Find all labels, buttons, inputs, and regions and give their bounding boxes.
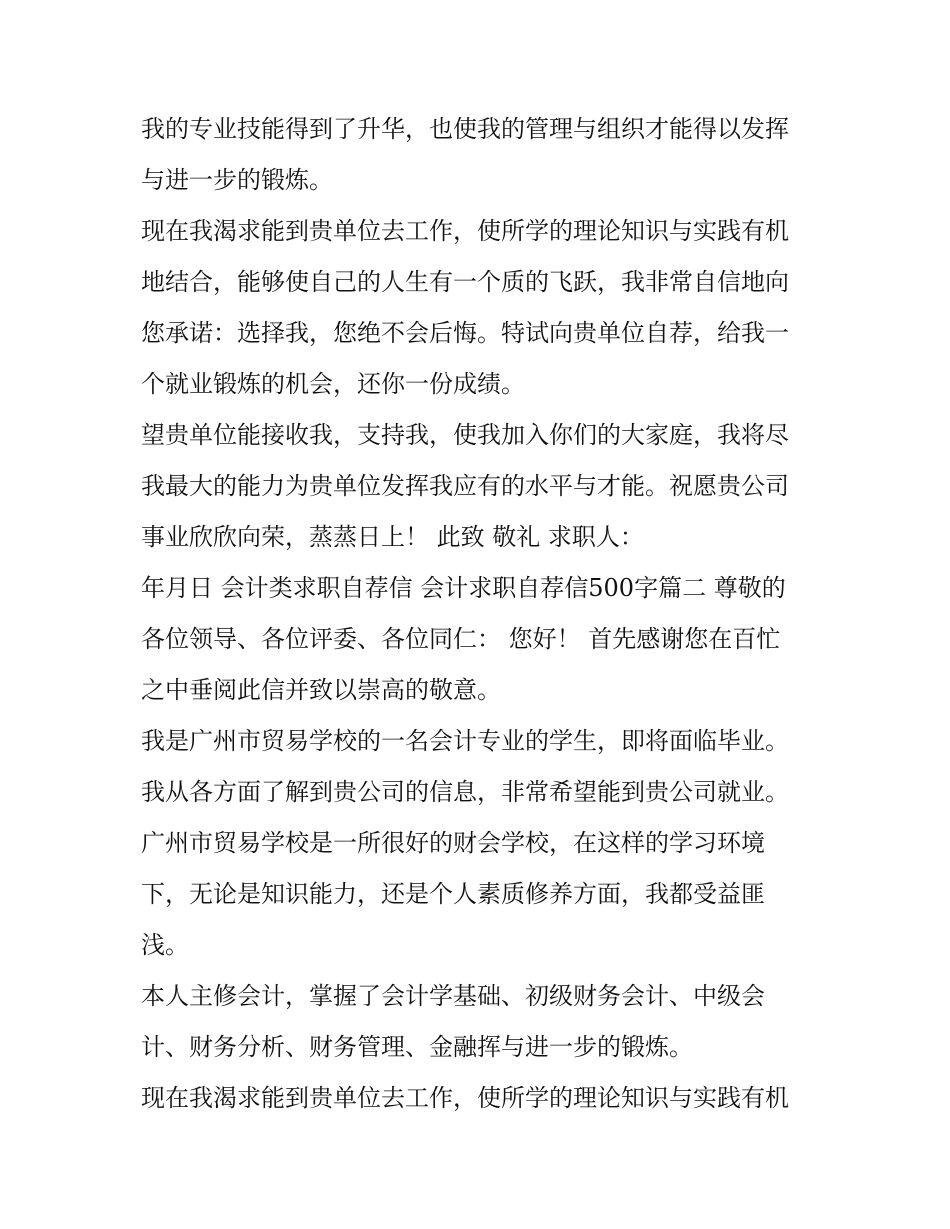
text-line: 计、财务分析、财务管理、金融挥与进一步的锻炼。 <box>141 1033 693 1061</box>
text-line: 与进一步的锻炼。 <box>141 166 333 194</box>
text-line: 现在我渴求能到贵单位去工作，使所学的理论知识与实践有机 <box>141 217 789 245</box>
text-line: 个就业锻炼的机会，还你一份成绩。 <box>141 370 525 398</box>
text-line: 我从各方面了解到贵公司的信息，非常希望能到贵公司就业。 <box>141 778 789 806</box>
text-line: 现在我渴求能到贵单位去工作，使所学的理论知识与实践有机 <box>141 1084 789 1112</box>
text-line: 各位领导、各位评委、各位同仁： 您好！ 首先感谢您在百忙 <box>141 625 781 653</box>
text-line: 之中垂阅此信并致以崇高的敬意。 <box>141 676 501 704</box>
text-line: 下，无论是知识能力，还是个人素质修养方面，我都受益匪 <box>141 880 765 908</box>
text-line: 本人主修会计，掌握了会计学基础、初级财务会计、中级会 <box>141 982 765 1010</box>
text-line: 我是广州市贸易学校的一名会计专业的学生，即将面临毕业。 <box>141 727 789 755</box>
text-line: 您承诺：选择我，您绝不会后悔。特试向贵单位自荐，给我一 <box>141 319 789 347</box>
document-body <box>141 104 821 1124</box>
text-line: 事业欣欣向荣，蒸蒸日上！ 此致 敬礼 求职人： <box>141 523 644 551</box>
text-line: 我最大的能力为贵单位发挥我应有的水平与才能。祝愿贵公司 <box>141 472 789 500</box>
text-line: 浅。 <box>141 931 189 959</box>
text-line: 我的专业技能得到了升华，也使我的管理与组织才能得以发挥 <box>141 115 789 143</box>
text-line: 广州市贸易学校是一所很好的财会学校，在这样的学习环境 <box>141 829 765 857</box>
text-line: 地结合，能够使自己的人生有一个质的飞跃，我非常自信地向 <box>141 268 789 296</box>
text-line: 望贵单位能接收我，支持我，使我加入你们的大家庭，我将尽 <box>141 421 789 449</box>
text-line: 年月日 会计类求职自荐信 会计求职自荐信500字篇二 尊敬的 <box>141 574 786 602</box>
